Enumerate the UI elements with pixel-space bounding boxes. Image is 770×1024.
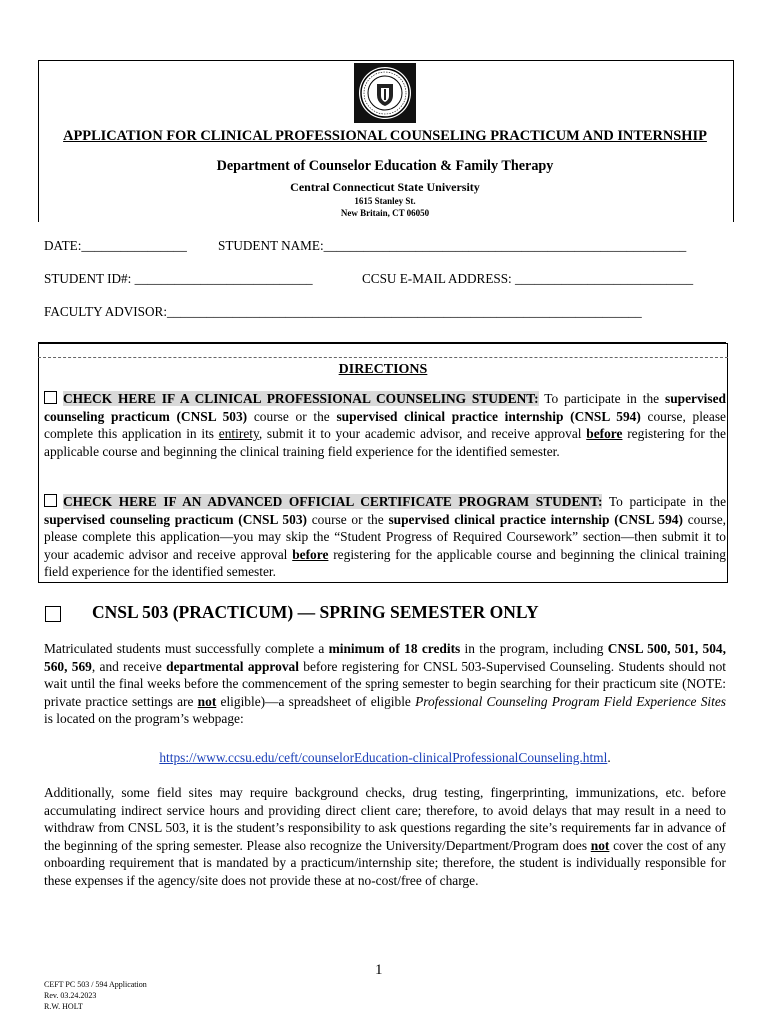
footer-author: R.W. HOLT: [44, 1002, 83, 1011]
department-name: Department of Counselor Education & Family Therapy: [216, 158, 554, 174]
p1-f: departmental approval: [166, 658, 299, 674]
clinical-student-checkbox[interactable]: [44, 391, 57, 404]
clinical-text-3: course, please complete this application in its: [44, 408, 726, 441]
university-seal-icon: [357, 65, 413, 121]
directions-title: DIRECTIONS: [338, 362, 428, 377]
clinical-check-label: CHECK HERE IF A CLINICAL PROFESSIONAL COUNSELING STUDENT:: [63, 391, 539, 406]
advanced-student-checkbox[interactable]: [44, 494, 57, 507]
program-webpage-link-row: [40, 750, 730, 766]
advanced-directions: [44, 493, 726, 581]
student-id-field[interactable]: STUDENT ID#: ___________________________: [44, 271, 313, 286]
clinical-bold-2: supervised clinical practice internship (CNSL 594): [336, 408, 641, 424]
date-field[interactable]: DATE:________________: [44, 238, 187, 253]
p1-j: is located on the program’s webpage:: [44, 711, 244, 726]
p2-b: cover the cost of any onboarding requirement that is mandated by a practicum/internship site; therefore, the student is individually responsible for these expenses if the agency/site does not provide these at no-cost/free of charge.: [44, 837, 727, 888]
advanced-text-1: To participate in the: [608, 494, 727, 509]
practicum-checkbox[interactable]: [45, 606, 61, 622]
address-city: New Britain, CT 06050: [340, 208, 430, 218]
clinical-entirety: entirety: [218, 426, 259, 441]
clinical-text-4: , submit it to your academic advisor, and receive approval: [258, 426, 582, 441]
university-seal: [354, 63, 416, 123]
p1-d: CNSL 500, 501, 504, 560, 569: [44, 641, 726, 674]
advanced-before: before: [292, 546, 329, 562]
footer-revision: Rev. 03.24.2023: [44, 991, 97, 1000]
p1-a: Matriculated students must successfully complete a: [44, 641, 325, 656]
clinical-text-5: registering for the applicable course and beginning the clinical training field experience for the identified semester.: [44, 426, 726, 459]
email-field[interactable]: CCSU E-MAIL ADDRESS: ___________________________: [362, 271, 694, 286]
clinical-text-2: course or the: [253, 408, 330, 424]
program-webpage-link[interactable]: https://www.ccsu.edu/ceft/counselorEducation-clinicalProfessionalCounseling.html: [159, 750, 608, 765]
university-name: Central Connecticut State University: [290, 180, 480, 194]
p1-i: Professional Counseling Program Field Experience Sites: [415, 693, 726, 709]
clinical-text-1: To participate in the: [544, 391, 660, 406]
clinical-before: before: [586, 426, 623, 441]
p1-c: in the program, including: [464, 641, 604, 656]
link-period: .: [607, 750, 611, 765]
advanced-text-2: course or the: [311, 511, 384, 527]
advanced-bold-2: supervised clinical practice internship (CNSL 594): [388, 511, 683, 527]
p2-a: Additionally, some field sites may require background checks, drug testing, fingerprinting, immunizations, etc. before accumulating indirect service hours and providing direct client care; therefore, to avoid delays that may result in a need to withdraw from CNSL 503, it is the student’s responsibility to ask questions regarding the site’s requirements far in advance of the beginning of the spring semester. Please also recognize the University/Department/Program does: [44, 785, 726, 853]
p1-b: minimum of 18 credits: [328, 641, 461, 656]
p1-not: not: [197, 693, 217, 709]
faculty-advisor-field[interactable]: FACULTY ADVISOR:________________________________________________________________________: [44, 304, 642, 319]
footer-form-id: CEFT PC 503 / 594 Application: [44, 980, 147, 989]
advanced-text-4: registering for the applicable course and beginning the clinical training field experience for the identified semester.: [44, 546, 726, 579]
advanced-text-3: course, please complete this application—you may skip the “Student Progress of Required Coursework” section—then submit it to your academic advisor and receive approval: [44, 511, 726, 562]
directions-divider: [38, 357, 728, 358]
p1-g: before registering for CNSL 503-Supervised Counseling. Students should not wait until the final weeks before the commencement of the spring semester to begin searching for their practicum site (NOTE: private practice settings are: [44, 658, 726, 709]
p1-e: , and receive: [91, 658, 162, 674]
clinical-directions: [44, 390, 726, 460]
advanced-check-label: CHECK HERE IF AN ADVANCED OFFICIAL CERTIFICATE PROGRAM STUDENT:: [63, 494, 603, 509]
student-name-field[interactable]: STUDENT NAME:_______________________________________________________: [218, 238, 687, 253]
page-title: APPLICATION FOR CLINICAL PROFESSIONAL COUNSELING PRACTICUM AND INTERNSHIP: [63, 128, 707, 144]
practicum-title: CNSL 503 (PRACTICUM) — SPRING SEMESTER ONLY: [92, 602, 539, 622]
p1-h: eligible)—a spreadsheet of eligible: [220, 693, 411, 709]
advanced-bold-1: supervised counseling practicum (CNSL 503): [44, 511, 307, 527]
p2-not: not: [590, 837, 610, 853]
practicum-paragraph-1: [44, 640, 726, 728]
page-number: 1: [375, 962, 383, 978]
address-street: 1615 Stanley St.: [354, 196, 416, 206]
practicum-paragraph-2: [44, 784, 726, 889]
clinical-bold-1: supervised counseling practicum (CNSL 503): [44, 391, 726, 424]
